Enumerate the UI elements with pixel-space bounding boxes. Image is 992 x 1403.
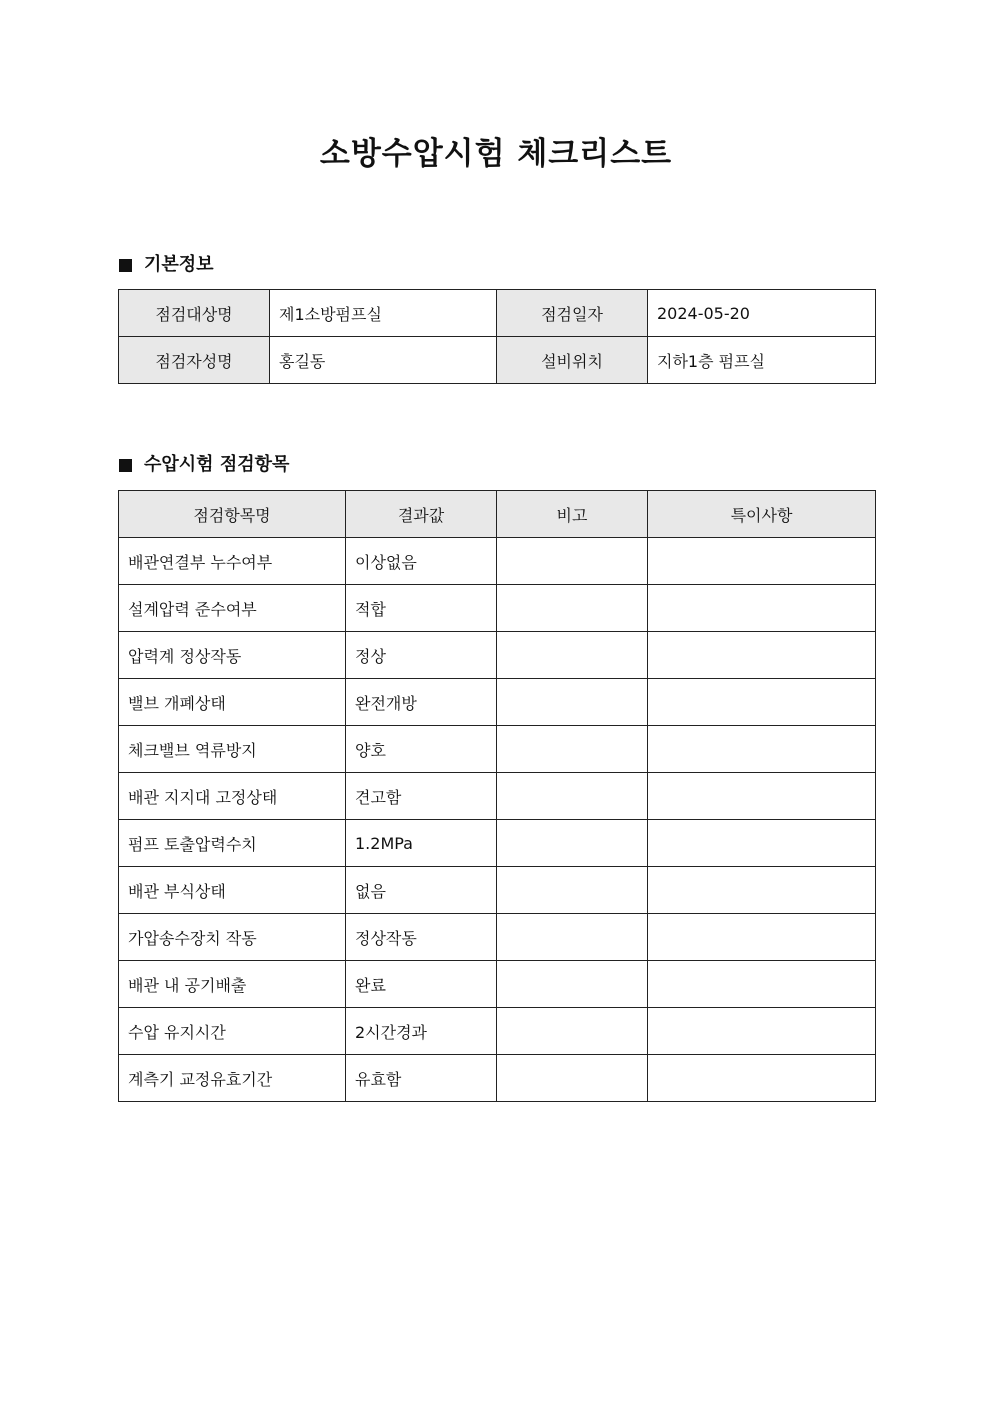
result-cell: 이상없음 (346, 538, 497, 585)
table-row (119, 1055, 876, 1102)
basic-info-row (119, 337, 876, 384)
note-cell[interactable] (648, 726, 876, 773)
result-cell: 완전개방 (346, 679, 497, 726)
table-row (119, 538, 876, 585)
page-title: 소방수압시험 체크리스트 (319, 136, 673, 172)
basic-info-table (118, 289, 876, 384)
table-row (119, 632, 876, 679)
label-cell: 설비위치 (497, 337, 648, 384)
item-cell: 배관 내 공기배출 (119, 961, 346, 1008)
note-cell[interactable] (648, 538, 876, 585)
table-row (119, 1008, 876, 1055)
result-cell: 정상작동 (346, 914, 497, 961)
remark-cell[interactable] (497, 538, 648, 585)
note-cell[interactable] (648, 914, 876, 961)
column-header: 결과값 (346, 491, 497, 538)
note-cell[interactable] (648, 1008, 876, 1055)
remark-cell[interactable] (497, 961, 648, 1008)
label-cell: 점검대상명 (119, 290, 270, 337)
column-header: 비고 (497, 491, 648, 538)
table-row (119, 585, 876, 632)
section-heading-label: 수압시험 점검항목 (144, 454, 290, 475)
section-heading-basic-info (119, 253, 214, 277)
item-cell: 체크밸브 역류방지 (119, 726, 346, 773)
section-heading-inspection (119, 453, 289, 477)
item-cell: 압력계 정상작동 (119, 632, 346, 679)
result-cell: 유효함 (346, 1055, 497, 1102)
result-cell: 정상 (346, 632, 497, 679)
remark-cell[interactable] (497, 726, 648, 773)
result-cell: 견고함 (346, 773, 497, 820)
table-row (119, 820, 876, 867)
square-bullet-icon (119, 459, 132, 472)
section-heading-label: 기본정보 (144, 254, 214, 275)
table-row (119, 726, 876, 773)
remark-cell[interactable] (497, 1008, 648, 1055)
result-cell: 없음 (346, 867, 497, 914)
result-cell: 1.2MPa (346, 820, 497, 867)
label-cell: 점검자성명 (119, 337, 270, 384)
result-cell: 완료 (346, 961, 497, 1008)
remark-cell[interactable] (497, 820, 648, 867)
item-cell: 배관연결부 누수여부 (119, 538, 346, 585)
item-cell: 수압 유지시간 (119, 1008, 346, 1055)
remark-cell[interactable] (497, 914, 648, 961)
item-cell: 배관 부식상태 (119, 867, 346, 914)
note-cell[interactable] (648, 820, 876, 867)
remark-cell[interactable] (497, 585, 648, 632)
note-cell[interactable] (648, 773, 876, 820)
note-cell[interactable] (648, 585, 876, 632)
basic-info-row (119, 290, 876, 337)
item-cell: 설계압력 준수여부 (119, 585, 346, 632)
value-cell: 제1소방펌프실 (270, 290, 497, 337)
column-header: 점검항목명 (119, 491, 346, 538)
table-row (119, 773, 876, 820)
table-row (119, 867, 876, 914)
result-cell: 적합 (346, 585, 497, 632)
item-cell: 가압송수장치 작동 (119, 914, 346, 961)
item-cell: 배관 지지대 고정상태 (119, 773, 346, 820)
remark-cell[interactable] (497, 867, 648, 914)
item-cell: 펌프 토출압력수치 (119, 820, 346, 867)
value-cell: 홍길동 (270, 337, 497, 384)
note-cell[interactable] (648, 867, 876, 914)
result-cell: 양호 (346, 726, 497, 773)
inspection-table (118, 490, 876, 1102)
item-cell: 계측기 교정유효기간 (119, 1055, 346, 1102)
value-cell: 2024-05-20 (648, 290, 876, 337)
table-row (119, 961, 876, 1008)
label-cell: 점검일자 (497, 290, 648, 337)
column-header: 특이사항 (648, 491, 876, 538)
remark-cell[interactable] (497, 1055, 648, 1102)
remark-cell[interactable] (497, 679, 648, 726)
remark-cell[interactable] (497, 632, 648, 679)
value-cell: 지하1층 펌프실 (648, 337, 876, 384)
table-header-row (119, 491, 876, 538)
note-cell[interactable] (648, 679, 876, 726)
note-cell[interactable] (648, 1055, 876, 1102)
square-bullet-icon (119, 259, 132, 272)
note-cell[interactable] (648, 632, 876, 679)
remark-cell[interactable] (497, 773, 648, 820)
table-row (119, 914, 876, 961)
table-row (119, 679, 876, 726)
note-cell[interactable] (648, 961, 876, 1008)
result-cell: 2시간경과 (346, 1008, 497, 1055)
item-cell: 밸브 개폐상태 (119, 679, 346, 726)
